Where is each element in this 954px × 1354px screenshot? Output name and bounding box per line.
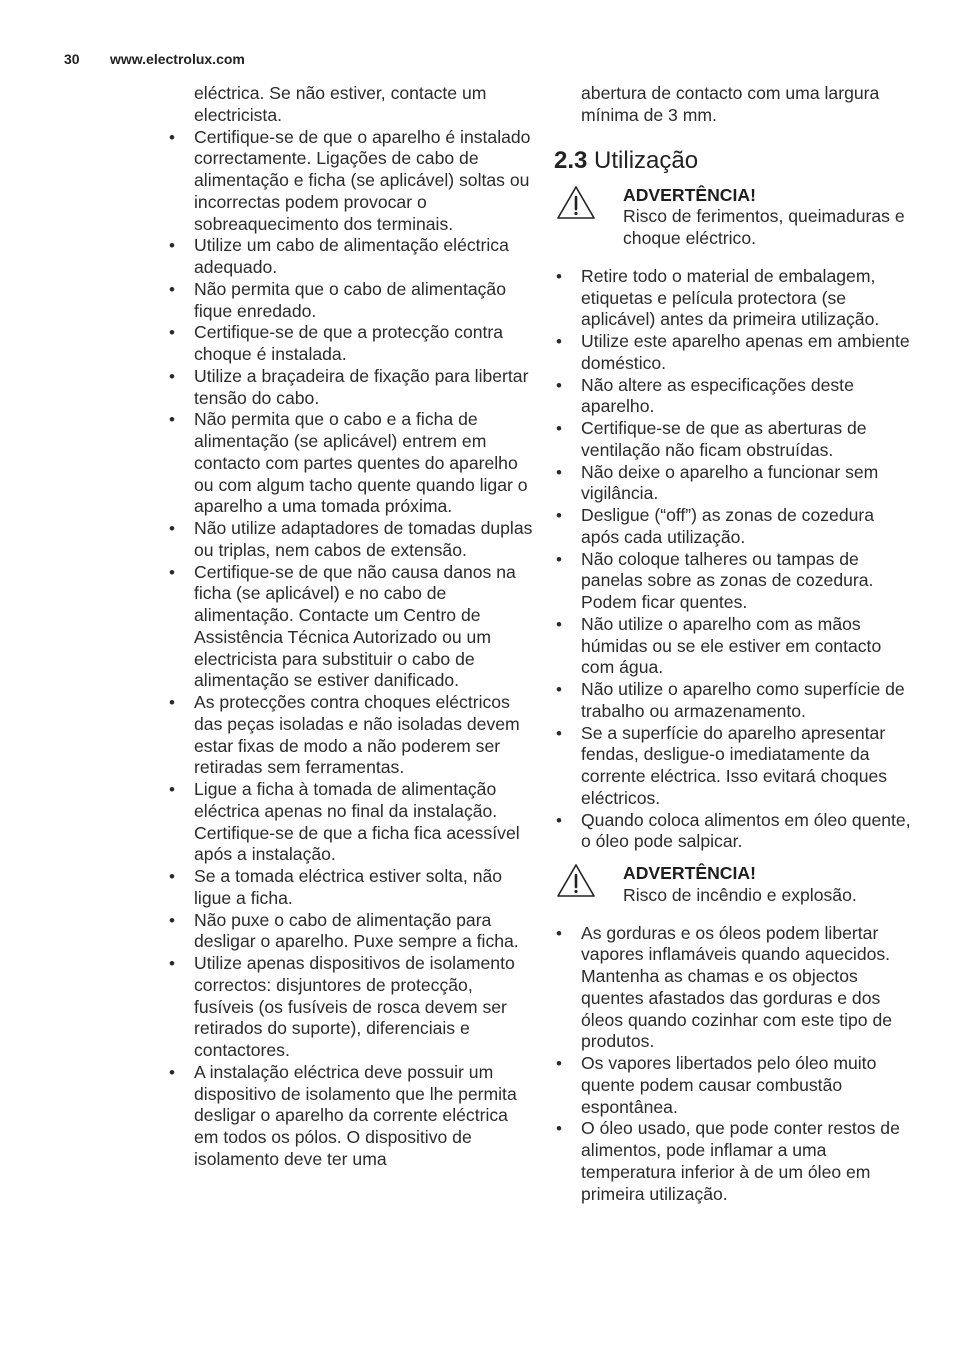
continuation-text: eléctrica. Se não estiver, contacte um electricista. bbox=[194, 83, 487, 125]
continuation-text: abertura de contacto com uma largura mínima de 3 mm. bbox=[581, 83, 880, 125]
section-heading bbox=[554, 147, 916, 175]
list-item: • Ligue a ficha à tomada de alimentação eléctrica apenas no final da instalação. Certifique-se de que a ficha fica acessível após a instalação. bbox=[167, 779, 533, 866]
list-item: • Se a superfície do aparelho apresentar fendas, desligue-o imediatamente da corrente eléctrica. Isso evitará choques eléctricos. bbox=[554, 723, 916, 810]
list-item: • O óleo usado, que pode conter restos de alimentos, pode inflamar a uma temperatura inferior à de um óleo em primeira utilização. bbox=[554, 1118, 916, 1205]
list-item: • Não puxe o cabo de alimentação para desligar o aparelho. Puxe sempre a ficha. bbox=[167, 910, 533, 954]
list-item: • Não utilize o aparelho com as mãos húmidas ou se ele estiver em contacto com água. bbox=[554, 614, 916, 679]
fire-safety-list bbox=[554, 923, 916, 1206]
list-item: • Não utilize o aparelho como superfície de trabalho ou armazenamento. bbox=[554, 679, 916, 723]
usage-safety-list bbox=[554, 266, 916, 853]
warning-text: Risco de ferimentos, queimaduras e choque eléctrico. bbox=[623, 206, 905, 248]
list-item: • Não utilize adaptadores de tomadas duplas ou triplas, nem cabos de extensão. bbox=[167, 518, 533, 562]
list-item: • Desligue (“off”) as zonas de cozedura após cada utilização. bbox=[554, 505, 916, 549]
warning-title: ADVERTÊNCIA! bbox=[623, 184, 756, 205]
list-item: • Certifique-se de que as aberturas de ventilação não ficam obstruídas. bbox=[554, 418, 916, 462]
website-url: www.electrolux.com bbox=[110, 51, 245, 67]
list-item: • Não permita que o cabo de alimentação fique enredado. bbox=[167, 279, 533, 323]
page-number: 30 bbox=[64, 51, 80, 67]
warning-title: ADVERTÊNCIA! bbox=[623, 863, 756, 883]
warning-text: Risco de incêndio e explosão. bbox=[623, 884, 857, 905]
right-column bbox=[554, 83, 916, 1205]
warning-block bbox=[554, 185, 916, 250]
list-item: • Retire todo o material de embalagem, etiquetas e película protectora (se aplicável) antes da primeira utilização. bbox=[554, 266, 916, 331]
list-item: • Certifique-se de que a protecção contra choque é instalada. bbox=[167, 322, 533, 366]
warning-triangle-icon bbox=[556, 863, 596, 899]
list-item: • Certifique-se de que não causa danos na ficha (se aplicável) e no cabo de alimentação. Contacte um Centro de Assistência Técnica Autorizado ou um electricista para substituir o cabo de alimentação se estiver danificado. bbox=[167, 562, 533, 693]
list-item: • Não altere as especificações deste aparelho. bbox=[554, 375, 916, 419]
warning-triangle-icon bbox=[556, 185, 596, 221]
list-item: • Se a tomada eléctrica estiver solta, não ligue a ficha. bbox=[167, 866, 533, 910]
list-item: • Utilize a braçadeira de fixação para libertar tensão do cabo. bbox=[167, 366, 533, 410]
list-item: • A instalação eléctrica deve possuir um dispositivo de isolamento que lhe permita desligar o aparelho da corrente eléctrica em todos os pólos. O dispositivo de isolamento deve ter uma bbox=[167, 1062, 533, 1171]
list-item: • Utilize este aparelho apenas em ambiente doméstico. bbox=[554, 331, 916, 375]
list-item: • Os vapores libertados pelo óleo muito quente podem causar combustão espontânea. bbox=[554, 1053, 916, 1118]
list-item: • Utilize apenas dispositivos de isolamento correctos: disjuntores de protecção, fusíveis (os fusíveis de rosca devem ser retirados do suporte), diferenciais e contactores. bbox=[167, 953, 533, 1062]
list-item: • As gorduras e os óleos podem libertar vapores inflamáveis quando aquecidos. Mantenha as chamas e os objectos quentes afastados das gorduras e dos óleos quando cozinhar com este tipo de produtos. bbox=[554, 923, 916, 1054]
warning-block bbox=[554, 863, 916, 907]
section-number: 2.3 bbox=[554, 146, 588, 174]
installation-safety-list bbox=[167, 127, 533, 1171]
list-item: • Não coloque talheres ou tampas de panelas sobre as zonas de cozedura. Podem ficar quentes. bbox=[554, 549, 916, 614]
left-column bbox=[167, 83, 533, 1171]
list-item: • Não deixe o aparelho a funcionar sem vigilância. bbox=[554, 462, 916, 506]
list-item: • Certifique-se de que o aparelho é instalado correctamente. Ligações de cabo de alimentação e ficha (se aplicável) soltas ou incorrectas podem provocar o sobreaquecimento dos terminais. bbox=[167, 127, 533, 236]
page-header bbox=[64, 51, 245, 67]
list-item: • Não permita que o cabo e a ficha de alimentação (se aplicável) entrem em contacto com partes quentes do aparelho ou com algum tacho quente quando ligar o aparelho a uma tomada próxima. bbox=[167, 409, 533, 518]
list-item: • As protecções contra choques eléctricos das peças isoladas e não isoladas devem estar fixas de modo a não poderem ser retiradas sem ferramentas. bbox=[167, 692, 533, 779]
list-item: • Quando coloca alimentos em óleo quente, o óleo pode salpicar. bbox=[554, 810, 916, 854]
list-item: • Utilize um cabo de alimentação eléctrica adequado. bbox=[167, 235, 533, 279]
section-title: Utilização bbox=[594, 146, 699, 174]
